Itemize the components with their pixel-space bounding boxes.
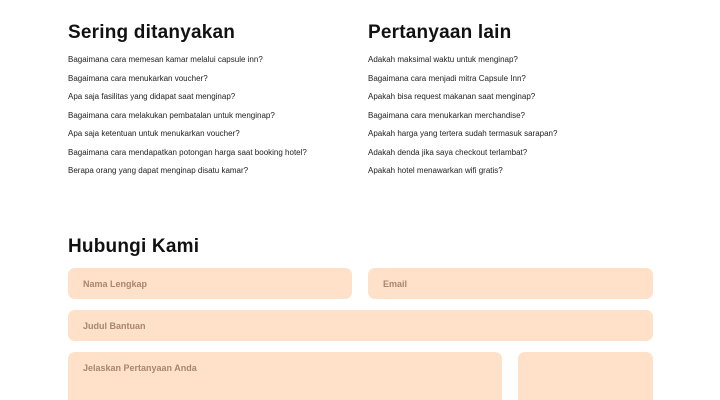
faq-list (68, 55, 358, 176)
other-questions-section (368, 22, 658, 185)
contact-title: Hubungi Kami (68, 236, 200, 257)
subject-input[interactable] (68, 310, 653, 341)
faq-item[interactable]: Bagaimana cara menukarkan voucher? (68, 73, 208, 83)
faq-item[interactable]: Bagaimana cara menjadi mitra Capsule Inn? (368, 73, 526, 83)
faq-item[interactable]: Berapa orang yang dapat menginap disatu kamar? (68, 166, 249, 175)
faq-item[interactable]: Apakah harga yang tertera sudah termasuk sarapan? (368, 129, 558, 138)
other-questions-title: Pertanyaan lain (368, 22, 512, 43)
question-textarea[interactable] (68, 352, 502, 400)
faq-item[interactable]: Apakah bisa request makanan saat menginap? (368, 92, 536, 101)
faq-section (68, 22, 358, 185)
faq-item[interactable]: Apa saja ketentuan untuk menukarkan voucher? (68, 129, 240, 138)
other-questions-list (368, 55, 658, 176)
full-name-input[interactable] (68, 268, 352, 299)
faq-item[interactable]: Bagaimana cara menukarkan merchandise? (368, 110, 525, 120)
faq-item[interactable]: Adakah maksimal waktu untuk menginap? (368, 55, 518, 64)
email-input[interactable] (368, 268, 653, 299)
faq-item[interactable]: Bagaimana cara mendapatkan potongan harga saat booking hotel? (68, 147, 307, 157)
faq-item[interactable]: Apakah hotel menawarkan wifi gratis? (368, 166, 503, 175)
faq-item[interactable]: Bagaimana cara memesan kamar melalui capsule inn? (68, 55, 263, 64)
faq-item[interactable]: Bagaimana cara melakukan pembatalan untuk menginap? (68, 110, 275, 120)
side-input-box[interactable] (518, 352, 653, 400)
faq-title: Sering ditanyakan (68, 22, 236, 43)
faq-item[interactable]: Apa saja fasilitas yang didapat saat menginap? (68, 92, 236, 101)
faq-item[interactable]: Adakah denda jika saya checkout terlambat? (368, 147, 528, 157)
